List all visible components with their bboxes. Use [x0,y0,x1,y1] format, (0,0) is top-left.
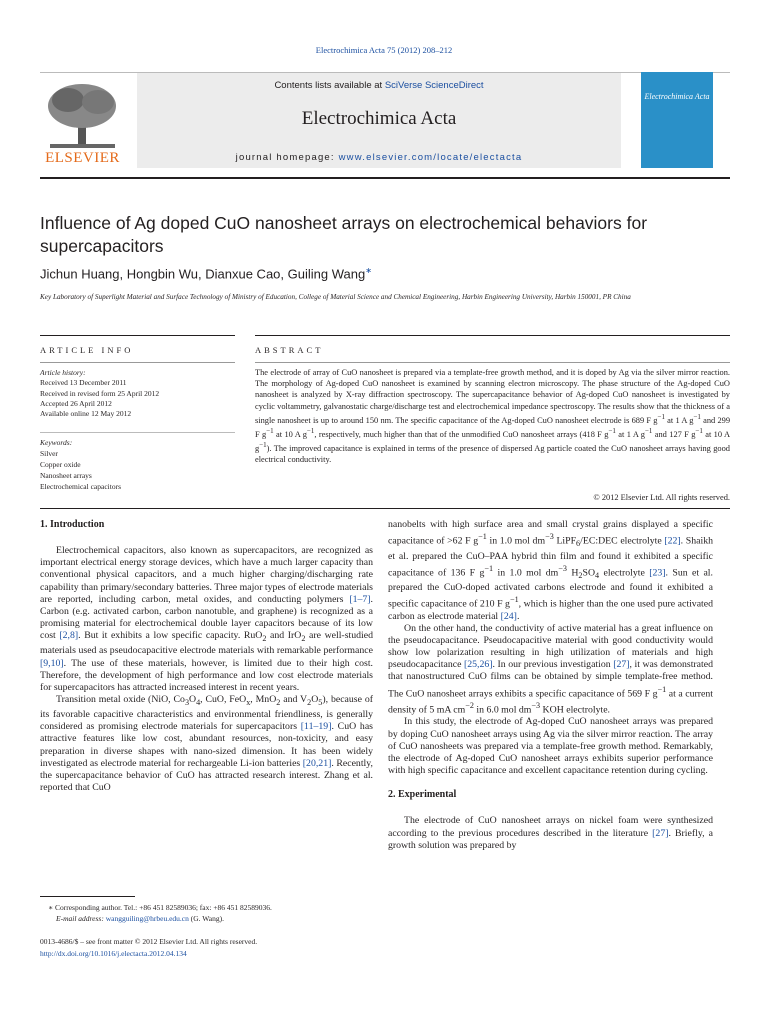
journal-homepage: journal homepage: www.elsevier.com/locate/electacta [235,152,523,163]
citation-link[interactable]: [11–19] [300,721,332,733]
citation-link[interactable]: [27] [652,827,669,839]
body-column-left [40,519,373,794]
abstract-subrule [255,362,730,363]
citation-link[interactable]: [27] [613,659,630,671]
body-paragraph: Electrochemical capacitors, also known as supercapacitors, are recognized as important electrical energy storage devices, which have a much larger capacity than conventional physical capacitors, and a much higher charging/discharging rate capability than primary/secondary batteries. Three major types of electrode materials are reported, including carbon, metal oxides, and conducting polymers [1–7]. Carbon (e.g. activated carbon, carbon nanotuble, and graphene) is recognized as a promising material for electrochemical double layer capacitors because of its low cost [2,8]. But it exhibits a low specific capacity. RuO$_2$ and IrO$_2$ are well-studied materials used as pseudocapacitive electrode materials with remarkable performance [9,10]. The use of these materials, however, is limited due to their high cost. Therefore, the development of high performance and low cost electrode materials for supercapacitors has attracted increased interest in recent years. [40,545,373,693]
citation-link[interactable]: [20,21] [302,757,332,769]
cover-title: Electrochimica Acta [644,92,710,101]
elsevier-wordmark: ELSEVIER [45,150,120,166]
article-meta-footer [40,936,257,960]
citation-link[interactable]: [22] [664,535,681,547]
journal-citation[interactable]: Electrochimica Acta 75 (2012) 208–212 [315,45,453,55]
citation-link[interactable]: [9,10] [40,657,64,669]
journal-cover-image [641,72,713,168]
corresponding-author-mark[interactable]: ∗ [365,266,372,275]
history-divider [40,432,235,433]
footnote-rule [40,896,135,897]
citation-link[interactable]: [25,26] [463,659,493,671]
doi-link[interactable]: http://dx.doi.org/10.1016/j.electacta.2012.04.134 [40,949,187,958]
citation-link[interactable]: [1–7] [349,593,371,605]
author-email-link[interactable]: wangguiling@hrbeu.edu.cn [105,914,189,923]
keywords-list: Keywords: Silver Copper oxide Nanosheet arrays Electrochemical capacitors [40,437,235,492]
corresponding-author-footnote: ∗ Corresponding author. Tel.: +86 451 82589036; fax: +86 451 82589036. E-mail address: wangguiling@hrbeu.edu.cn (G. Wang). [48,903,272,923]
article-history: Article history: Received 13 December 2011 Received in revised form 25 April 2012 Accepted 26 April 2012 Available online 12 May 2012 [40,368,160,419]
citation-link[interactable]: [23] [649,566,666,578]
homepage-link[interactable]: www.elsevier.com/locate/electacta [338,152,523,163]
abstract-heading: ABSTRACT [255,345,324,355]
paper-title: Influence of Ag doped CuO nanosheet arrays on electrochemical behaviors for supercapacitors [40,213,648,256]
abstract-copyright: © 2012 Elsevier Ltd. All rights reserved. [593,493,730,502]
keyword: Electrochemical capacitors [40,482,121,491]
article-info-rule [40,335,235,336]
citation-link[interactable]: [2,8] [59,630,79,642]
abstract-rule [255,335,730,336]
contents-availability: Contents lists available at SciVerse ScienceDirect [274,80,484,91]
front-matter-notice: 0013-4686/$ – see front matter © 2012 Elsevier Ltd. All rights reserved. [40,937,258,946]
article-info-subrule [40,362,235,363]
body-column-right [388,519,713,852]
body-paragraph: The electrode of CuO nanosheet arrays on nickel foam were synthesized according to the previous procedures described in the literature [27]. Briefly, a growth solution was prepared by [388,815,714,851]
abstract-bottom-rule [40,508,730,509]
body-paragraph: Transition metal oxide (NiO, $Co_3O_4$, CuO, FeO$_x$, MnO$_2$ and $V_2O_5$), because of its favorable capacitive characteristics and environmental friendliness, is generally considered as promising electrode materials for supercapacitors [11–19]. CuO has attractive features like low cost, abundant resources, non-toxicity, and easy preparation in diverse shapes with nano-sized dimension. It has been widely investigated as electrode material for rechargeable Li-ion batteries [20,21]. Recently, the supercapacitance behavior of CuO has attracted research interest. Zhang et al. reported that CuO [40,693,373,794]
journal-name: Electrochimica Acta [301,108,457,129]
keyword: Nanosheet arrays [40,471,92,480]
keyword: Copper oxide [40,460,81,469]
affiliation: Key Laboratory of Superlight Material and Surface Technology of Ministry of Education, College of Material Science and Chemical Engineering, Harbin Engineering University, Harbin 150001, PR China [40,293,631,301]
author-list: Jichun Huang, Hongbin Wu, Dianxue Cao, Guiling Wang∗ [40,266,372,282]
body-paragraph: In this study, the electrode of Ag-doped CuO nanosheet arrays was prepared by doping CuO nanosheet arrays using Ag via the silver mirror reaction. The array of CuO nanosheets was prepared via a template-free growth method. Remarkably, the electrode of Ag-doped CuO nanosheet arrays exhibits superior performance with high specific capacitance and excellent capacitance retention during cycling. [388,716,713,777]
section-heading-experimental: 2. Experimental [388,789,457,801]
abstract-text: The electrode of array of CuO nanosheet is prepared via a template-free growth method, and it is doped by Ag via the silver mirror reaction. The morphology of Ag-doped CuO nanosheet is examined by scanning electron microscopy. The phase structure of the Ag-doped CuO nanosheet is analyzed by X-ray diffraction spectroscopy. The supercapacitance behavior of Ag-doped CuO nanosheet is investigated by cyclic voltammetry, galvanostatic charge/discharge test and electrochemical impedance spectroscopy. The results show that the thickness of a single nanosheet is up to around 150 nm. The specific capacitance of the Ag-doped CuO nanosheet electrode is 689 F $g^{-1}$ at 1 A $g^{-1}$ and 299 F $g^{-1}$ at 10 A $g^{-1}$, respectively, much higher than that of the unmodified CuO nanosheet arrays (418 F $g^{-1}$ at 1 A $g^{-1}$ and 127 F $g^{-1}$ at 10 A $g^{-1}$). The improved capacitance is explained in terms of the presence of dispersed Ag particle coated the CuO nanosheet arrays having good electrical conductivity. [255,368,731,464]
body-paragraph: nanobelts with high surface area and small crystal grains displayed a specific capacitance of >62 F $g^{-1}$ in 1.0 mol $dm^{-3}$ LiPF$_6$/EC:DEC electrolyte [22]. Shaikh et al. prepared the CuO–PAA hybrid thin film and found it exhibited a specific capacitance of 136 F $g^{-1}$ in 1.0 mol $dm^{-3}$ $H_2SO_4$ electrolyte [23]. Sun et al. prepared the CuO-doped activated carbons electrode and found it exhibited a specific capacitance of 210 F $g^{-1}$, which is higher than the one used pure activated carbon as electrode material [24]. [388,519,714,622]
keyword: Silver [40,449,58,458]
citation-link[interactable]: [24] [500,610,517,622]
header-divider [40,177,730,179]
article-info-heading: ARTICLE INFO [40,345,134,355]
section-heading-introduction: 1. Introduction [40,519,105,530]
body-paragraph: On the other hand, the conductivity of active material has a great influence on the pseudocapacitance. Pseudocapacitive material with good conductivity would show low polarization resulting in high utilization of materials and high pseudocapacitance [25,26]. In our previous investigation [27], it was demonstrated that nanostructured CuO films can be obtained by simple template-free method. The CuO nanosheet arrays exhibits a specific capacitance of 569 F $g^{-1}$ at a current density of 5 mA $cm^{-2}$ in 6.0 mol $dm^{-3}$ KOH electrolyte. [388,622,713,716]
sciencedirect-link[interactable]: SciVerse ScienceDirect [384,80,484,91]
